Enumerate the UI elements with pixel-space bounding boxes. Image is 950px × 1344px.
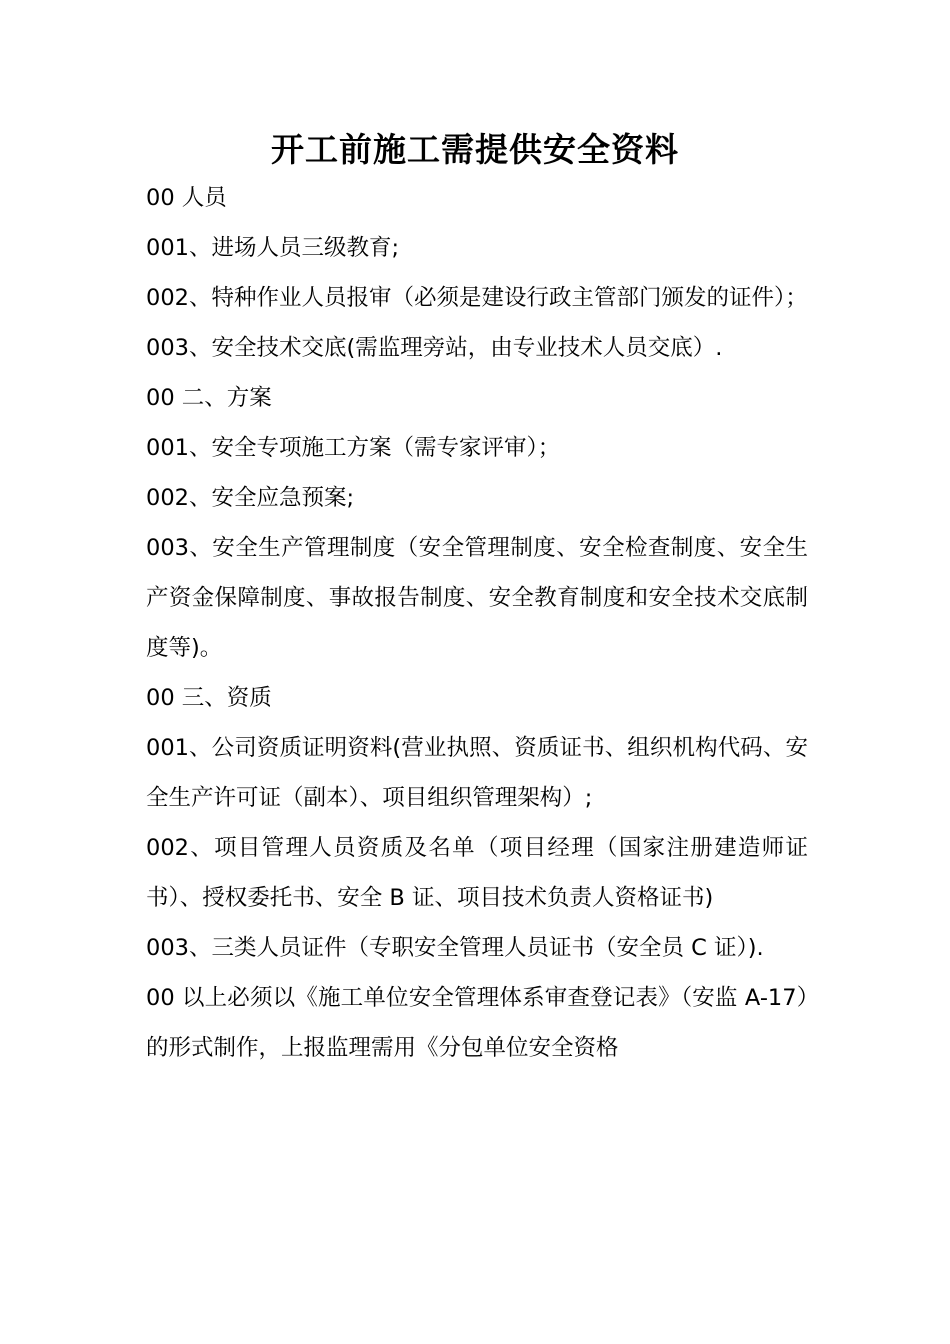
list-item: 001、安全专项施工方案（需专家评审）； bbox=[146, 435, 561, 461]
section-heading-personnel: 00 人员 bbox=[146, 185, 227, 211]
list-item: 002、特种作业人员报审（必须是建设行政主管部门颁发的证件）； bbox=[146, 285, 808, 311]
section-heading-qualifications: 00 三、资质 bbox=[146, 685, 272, 711]
list-item: 002、安全应急预案; bbox=[146, 485, 355, 511]
list-item: 003、安全生产管理制度（安全管理制度、安全检查制度、安全生产资金保障制度、事故报告制度、安全教育制度和安全技术交底制度等)。 bbox=[146, 535, 808, 661]
document-title: 开工前施工需提供安全资料 bbox=[271, 130, 679, 169]
list-item: 002、项目管理人员资质及名单（项目经理（国家注册建造师证书）、授权委托书、安全 B 证、项目技术负责人资格证书) bbox=[146, 835, 808, 911]
list-item: 001、进场人员三级教育; bbox=[146, 235, 400, 261]
closing-paragraph: 00 以上必须以《施工单位安全管理体系审查登记表》（安监 A-17）的形式制作，上报监理需用《分包单位安全资格 bbox=[146, 985, 808, 1061]
list-item: 003、安全技术交底(需监理旁站，由专业技术人员交底）. bbox=[146, 335, 723, 361]
list-item: 001、公司资质证明资料(营业执照、资质证书、组织机构代码、安全生产许可证（副本）、项目组织管理架构）; bbox=[146, 735, 808, 811]
list-item: 003、三类人员证件（专职安全管理人员证书（安全员 C 证）). bbox=[146, 935, 764, 961]
section-heading-plans: 00 二、方案 bbox=[146, 385, 272, 411]
document-body bbox=[146, 173, 808, 1073]
